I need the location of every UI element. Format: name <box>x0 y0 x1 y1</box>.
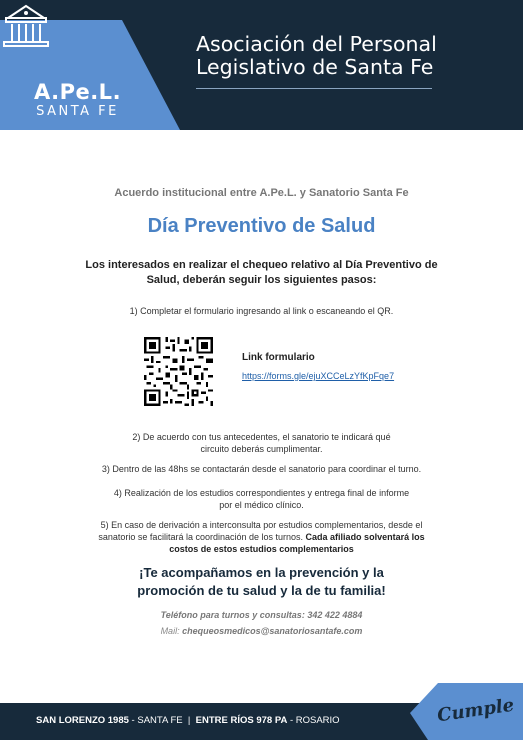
cumple-logo: Cumple <box>435 694 516 727</box>
organization-name <box>196 33 496 79</box>
step-5-line1: 5) En caso de derivación a interconsulta por estudios complementarios, desde el <box>100 520 423 530</box>
footer-separator: | <box>182 715 196 726</box>
step-5-line2: sanatorio se facilitará la coordinación de los turnos. <box>98 532 304 542</box>
contact-phone <box>70 610 453 620</box>
closing-line2: promoción de tu salud y la de tu familia! <box>137 583 386 598</box>
step-5 <box>60 519 463 555</box>
contact-mail-value[interactable]: chequeosmedicos@sanatoriosantafe.com <box>182 626 363 636</box>
closing-line1: ¡Te acompañamos en la prevención y la <box>139 565 384 580</box>
contact-phone-text: Teléfono para turnos y consultas: 342 422 4884 <box>160 610 363 620</box>
agreement-subtitle: Acuerdo institucional entre A.Pe.L. y Sanatorio Santa Fe <box>114 187 409 199</box>
footer-city-2: - ROSARIO <box>287 715 340 726</box>
organization-name-line2: Legislativo de Santa Fe <box>196 55 434 79</box>
logo-name: A.Pe.L. <box>33 80 122 104</box>
footer-city-1: - SANTA FE <box>128 715 183 726</box>
footer-address-2: ENTRE RÍOS 978 PA <box>195 715 288 726</box>
step-2 <box>60 431 463 455</box>
contact-mail-label: Mail: <box>160 626 180 636</box>
organization-name-line1: Asociación del Personal <box>196 32 437 56</box>
form-link[interactable]: https://forms.gle/ejuXCCeLzYfKpFqe7 <box>242 371 395 381</box>
contact-mail <box>70 626 453 636</box>
step-4-line2: por el médico clínico. <box>219 500 304 510</box>
form-link-label: Link formulario <box>242 352 315 363</box>
step-2-line2: circuito deberás cumplimentar. <box>200 444 323 454</box>
footer-address-1: SAN LORENZO 1985 <box>36 715 129 726</box>
logo-city: SANTA FE <box>36 104 119 119</box>
step-1: 1) Completar el formulario ingresando al link o escaneando el QR. <box>129 306 394 316</box>
intro-text: Los interesados en realizar el chequeo relativo al Día Preventivo de Salud, deberán seguir los siguientes pasos: <box>85 259 438 286</box>
logo <box>0 0 180 130</box>
step-5-bold-1: Cada afiliado solventará los <box>305 532 425 542</box>
header-divider <box>196 88 432 89</box>
header-banner <box>0 0 523 130</box>
step-3: 3) Dentro de las 48hs se contactarán desde el sanatorio para coordinar el turno. <box>101 464 422 474</box>
step-4 <box>60 487 463 511</box>
closing-message <box>70 564 453 600</box>
step-4-line1: 4) Realización de los estudios correspondientes y entrega final de informe <box>113 488 410 498</box>
step-2-line1: 2) De acuerdo con tus antecedentes, el sanatorio te indicará qué <box>132 432 391 442</box>
qr-code[interactable] <box>144 337 213 406</box>
footer-addresses <box>36 715 340 726</box>
building-icon <box>0 0 52 50</box>
page-title: Día Preventivo de Salud <box>147 215 376 237</box>
step-5-bold-2: costos de estos estudios complementarios <box>169 544 354 554</box>
